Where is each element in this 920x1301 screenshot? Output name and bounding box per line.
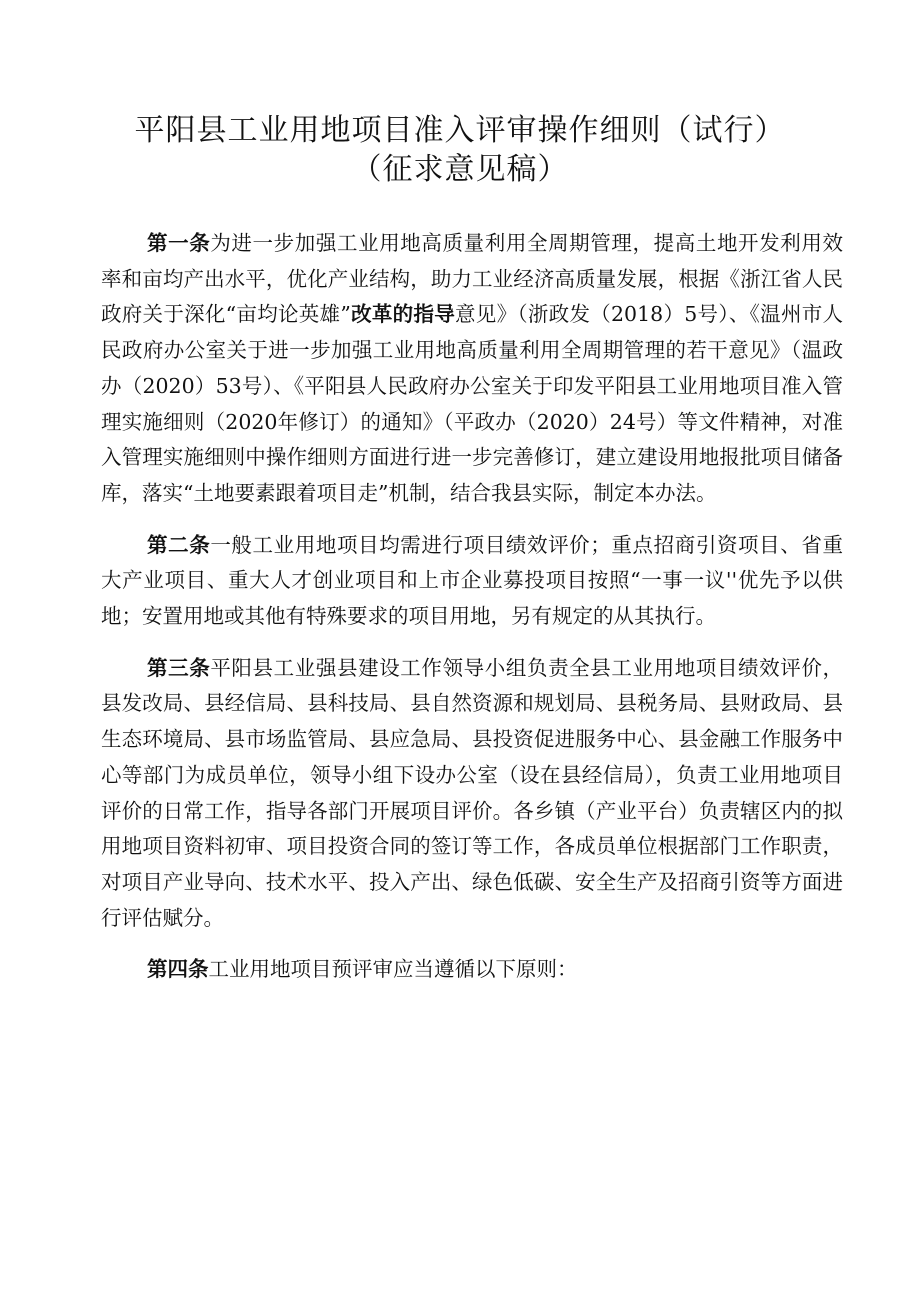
article-4-text: 工业用地项目预评审应当遵循以下原则：	[208, 957, 578, 982]
article-1	[101, 226, 843, 512]
article-4-label: 第四条	[147, 957, 209, 982]
article-1-label: 第一条	[147, 231, 211, 255]
article-1-text-part2: 意见》（浙政发（2018）5号）、《温州市人民政府办公室关于进一步加强工业用地高质量利用全周期管理的若干意见》（温政办（2020）53号）、《平阳县人民政府办公室关于印发平阳县工业用地项目准入管理实施细则（2020年修订）的通知》（平政办（2020）24号）等文件精神，对准入管理实施细则中操作细则方面进行进一步完善修订，建立建设用地报批项目储备库，落实“土地要素跟着项目走”机制，结合我县实际，制定本办法。	[101, 302, 844, 505]
document-title: 平阳县工业用地项目准入评审操作细则（试行）	[134, 113, 786, 148]
document-body	[101, 226, 843, 1004]
article-3-label: 第三条	[147, 655, 211, 680]
article-3-text: 平阳县工业强县建设工作领导小组负责全县工业用地项目绩效评价，县发改局、县经信局、县科技局、县自然资源和规划局、县税务局、县财政局、县生态环境局、县市场监管局、县应急局、县投资促进服务中心、县金融工作服务中心等部门为成员单位，领导小组下设办公室（设在县经信局），负责工业用地项目评价的日常工作，指导各部门开展项目评价。各乡镇（产业平台）负责辖区内的拟用地项目资料初审、项目投资合同的签订等工作，各成员单位根据部门工作职责，对项目产业导向、技术水平、投入产出、绿色低碳、安全生产及招商引资等方面进行评估赋分。	[101, 655, 843, 930]
article-3	[101, 651, 843, 937]
article-2-text: 一般工业用地项目均需进行项目绩效评价；重点招商引资项目、省重大产业项目、重大人才创业项目和上市企业募投项目按照“一事一议''优先予以供地；安置用地或其他有特殊要求的项目用地，另有规定的从其执行。	[101, 532, 843, 629]
article-4	[101, 952, 843, 988]
article-1-bold-text: 改革的指导	[350, 302, 456, 327]
article-2-label: 第二条	[147, 532, 211, 557]
article-1-text-part1: 为进一步加强工业用地高质量利用全周期管理，提高土地开发利用效率和亩均产出水平，优化产业结构，助力工业经济高质量发展，根据《浙江省人民政府关于深化“亩均论英雄”	[101, 231, 843, 327]
document-subtitle: （征求意见稿）	[351, 152, 569, 187]
article-2	[101, 528, 843, 635]
